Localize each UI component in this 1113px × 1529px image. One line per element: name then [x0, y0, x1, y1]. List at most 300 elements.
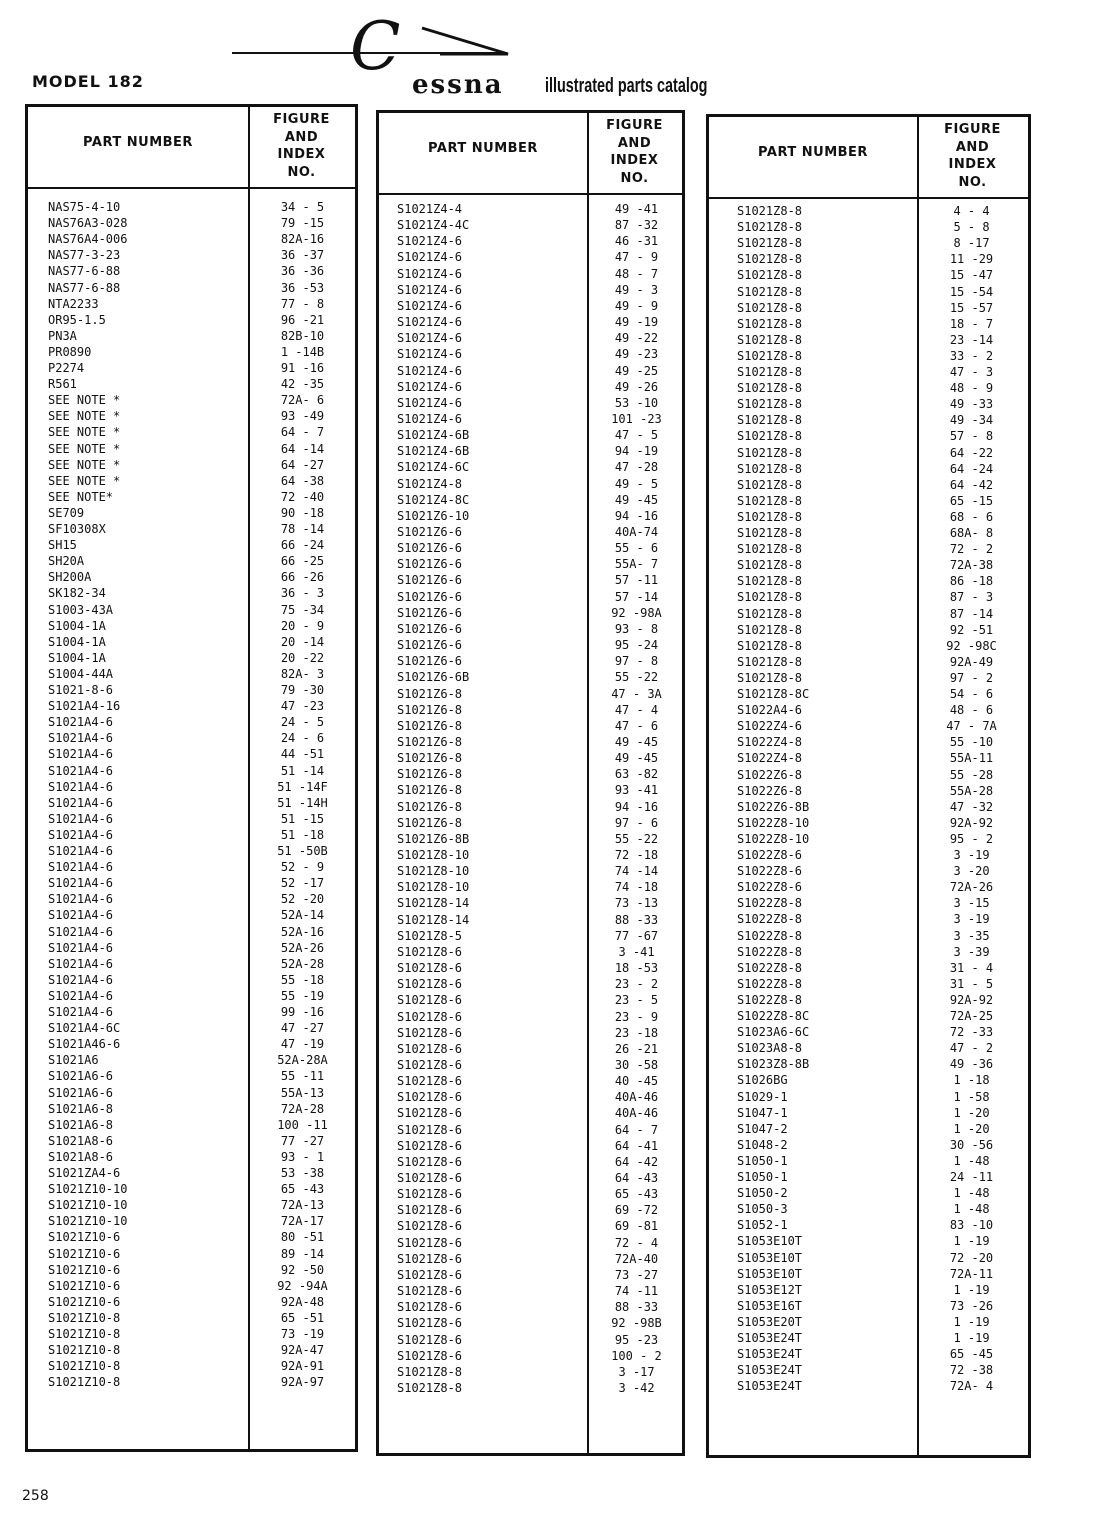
- table-row: [28, 1133, 355, 1149]
- part-number: S1021Z10-8: [48, 1359, 121, 1374]
- figure-index: 46 -31: [614, 234, 659, 249]
- table-row: [28, 650, 355, 666]
- part-number: S1021A4-6: [48, 860, 114, 875]
- part-number: S1021Z8-8: [737, 316, 803, 331]
- table-row: [379, 766, 682, 782]
- figure-index: 64 -42: [949, 477, 994, 492]
- figure-index: 49 -33: [949, 397, 994, 412]
- part-number: S1021Z6-8: [397, 815, 463, 830]
- table-row: [28, 682, 355, 698]
- part-number: S1021Z10-8: [48, 1343, 121, 1358]
- part-number: S1021Z8-8: [737, 204, 803, 218]
- table-row: [379, 589, 682, 605]
- figure-index: 52A-28: [280, 956, 325, 971]
- figure-index: 93 -41: [614, 783, 659, 798]
- figure-index: 52A-26: [280, 940, 325, 955]
- figure-index: 44 -51: [280, 747, 325, 762]
- part-number: S1021Z4-6: [397, 379, 463, 394]
- table-row: [28, 215, 355, 231]
- table-row: [28, 1149, 355, 1165]
- figure-index: 55 -22: [614, 670, 659, 685]
- figure-index: 49 -45: [614, 734, 659, 749]
- part-number: S1021Z8-8: [737, 558, 803, 573]
- part-number: S1053E24T: [737, 1363, 803, 1378]
- figure-index: 94 -16: [614, 799, 659, 814]
- table-row: [709, 525, 1028, 541]
- figure-index: 3 -42: [618, 1380, 655, 1395]
- figure-index: 51 -14F: [277, 779, 328, 794]
- part-number: S1047-1: [737, 1105, 788, 1120]
- part-number: S1021Z8-8: [737, 638, 803, 653]
- part-number: S1021A4-6: [48, 1005, 114, 1019]
- table-row: [709, 654, 1028, 670]
- figure-index: 23 - 9: [614, 1009, 659, 1024]
- logo-wing-icon: [420, 26, 510, 56]
- table-row: [379, 1380, 682, 1396]
- part-number: S1021Z8-6: [397, 1187, 463, 1202]
- figure-index: 92 -98A: [611, 605, 662, 620]
- table-row: [379, 379, 682, 395]
- table-row: [709, 606, 1028, 622]
- table-row: [379, 1057, 682, 1073]
- part-number: S1021ZA4-6: [48, 1166, 121, 1180]
- part-number: S1004-1A: [48, 634, 106, 649]
- table-row: [709, 332, 1028, 348]
- table-row: [379, 1267, 682, 1283]
- table-row: [28, 231, 355, 247]
- figure-index: 3 -17: [618, 1364, 655, 1379]
- part-number: S1029-1: [737, 1089, 788, 1104]
- table-row: [28, 1085, 355, 1101]
- table-row: [28, 553, 355, 569]
- table-row: [28, 199, 355, 215]
- part-number: S1021Z4-6B: [397, 444, 470, 459]
- part-number: S1021Z4-6: [397, 315, 463, 330]
- part-number: S1021Z8-8: [397, 1380, 463, 1395]
- table-row: [28, 795, 355, 811]
- figure-index: 72A-28: [280, 1101, 325, 1116]
- table-row: [379, 476, 682, 492]
- figure-index: 36 -37: [280, 248, 325, 263]
- table-row: [709, 1314, 1028, 1330]
- table-row: [379, 750, 682, 766]
- table-row: [709, 461, 1028, 477]
- part-number: S1021Z6-8B: [397, 831, 470, 846]
- figure-index: 64 - 7: [614, 1122, 659, 1137]
- table-row: [28, 280, 355, 296]
- part-number: SK182-34: [48, 586, 106, 601]
- table-row: [709, 1266, 1028, 1282]
- part-number: S1021Z8-6: [397, 944, 463, 959]
- part-number: S1021Z8-8: [737, 606, 803, 621]
- figure-index: 1 -19: [953, 1282, 990, 1297]
- figure-index: 1 -19: [953, 1234, 990, 1249]
- table-row: [379, 201, 682, 217]
- part-number: S1021A4-6: [48, 844, 114, 858]
- table-row: [709, 412, 1028, 428]
- table-row: [28, 1262, 355, 1278]
- part-number: S1050-1: [737, 1153, 788, 1168]
- part-number: S1021Z6-8: [397, 783, 463, 798]
- table-row: [379, 1138, 682, 1154]
- part-number: S1021Z6-6: [397, 589, 463, 604]
- part-number: S1021Z4-4: [397, 202, 463, 216]
- figure-index: 87 -14: [949, 606, 994, 621]
- part-number: S1021Z6-8: [397, 751, 463, 766]
- part-number: S1021Z8-8: [737, 493, 803, 508]
- table-row: [709, 1185, 1028, 1201]
- figure-index: 57 -11: [614, 573, 659, 588]
- table-row: [28, 263, 355, 279]
- figure-index: 47 -32: [949, 799, 994, 814]
- figure-index: 83 -10: [949, 1218, 994, 1233]
- part-number: S1021Z8-8: [737, 477, 803, 492]
- part-number: S1021Z8-6: [397, 1316, 463, 1331]
- part-number: S1021Z6-6B: [397, 670, 470, 685]
- table-row: [28, 988, 355, 1004]
- table-row: [28, 1117, 355, 1133]
- figure-index: 47 -23: [280, 699, 325, 714]
- table-row: [709, 944, 1028, 960]
- figure-index: 55 - 6: [614, 541, 659, 556]
- part-number: S1026BG: [737, 1073, 788, 1088]
- table-row: [379, 815, 682, 831]
- table-row: [379, 1105, 682, 1121]
- figure-index: 69 -81: [614, 1219, 659, 1234]
- figure-index: 72A-11: [949, 1266, 994, 1281]
- figure-index: 64 -22: [949, 445, 994, 460]
- table-row: [28, 843, 355, 859]
- figure-index: 31 - 5: [949, 976, 994, 991]
- figure-index: 3 -20: [953, 864, 990, 879]
- table-row: [379, 346, 682, 362]
- figure-index: 23 -18: [614, 1025, 659, 1040]
- part-number: S1022Z6-8: [737, 783, 803, 798]
- figure-index: 55A-13: [280, 1085, 325, 1100]
- figure-index: 48 - 9: [949, 381, 994, 396]
- part-number: PR0890: [48, 344, 92, 359]
- table-row: [709, 1217, 1028, 1233]
- figure-index: 52 -17: [280, 876, 325, 891]
- part-number: S1023Z8-8B: [737, 1057, 810, 1072]
- part-number: S1021Z6-6: [397, 654, 463, 669]
- part-number: SEE NOTE *: [48, 393, 121, 408]
- figure-index: 5 - 8: [953, 220, 990, 235]
- table-row: [709, 1089, 1028, 1105]
- figure-index: 47 - 6: [614, 718, 659, 733]
- part-number: SH20A: [48, 554, 85, 569]
- part-number: S1021Z8-6: [397, 1074, 463, 1089]
- table-row: [379, 686, 682, 702]
- table-row: [28, 505, 355, 521]
- part-number: S1021Z4-6B: [397, 428, 470, 443]
- table-row: [379, 960, 682, 976]
- table-row: [379, 1154, 682, 1170]
- table-row: [709, 750, 1028, 766]
- table-row: [379, 443, 682, 459]
- figure-index: 3 -19: [953, 848, 990, 862]
- part-number: S1021Z8-6: [397, 1203, 463, 1218]
- part-number: S1021Z8-8: [737, 284, 803, 299]
- table-row: [28, 746, 355, 762]
- part-number: S1022Z8-8C: [737, 1009, 810, 1023]
- figure-index: 47 - 3: [949, 365, 994, 379]
- figure-index: 24 - 6: [280, 731, 325, 746]
- figure-index: 40A-46: [614, 1090, 659, 1105]
- figure-index: 20 -22: [280, 650, 325, 665]
- part-number: S1021Z4-6: [397, 250, 463, 265]
- part-number: S1021Z6-10: [397, 508, 470, 523]
- figure-index: 4 - 4: [953, 204, 990, 218]
- table-row: [28, 811, 355, 827]
- part-number: S1021Z8-6: [397, 1300, 463, 1315]
- table-row: [28, 1374, 355, 1390]
- part-number: S1021Z8-6: [397, 1284, 463, 1299]
- figure-index: 15 -47: [949, 268, 994, 283]
- part-number: S1021Z4-6: [397, 411, 463, 426]
- figure-index: 65 -43: [280, 1182, 325, 1197]
- figure-index: 53 -10: [614, 395, 659, 410]
- table-row: [28, 312, 355, 328]
- table-row: [28, 537, 355, 553]
- table-row: [709, 767, 1028, 783]
- figure-index: 30 -56: [949, 1137, 994, 1152]
- figure-index: 73 -19: [280, 1327, 325, 1341]
- table-row: [379, 1348, 682, 1364]
- part-number: NAS76A4-006: [48, 232, 128, 247]
- table-row: [709, 928, 1028, 944]
- figure-index: 92A-48: [280, 1294, 325, 1309]
- figure-index: 72A- 4: [949, 1379, 994, 1394]
- part-number: S1021Z4-6: [397, 298, 463, 313]
- figure-index: 47 - 5: [614, 428, 659, 443]
- part-number: S1021Z8-6: [397, 1348, 463, 1363]
- part-number: S1021Z10-10: [48, 1198, 128, 1213]
- table-row: [709, 348, 1028, 364]
- figure-index: 92A-91: [280, 1359, 325, 1374]
- figure-index: 52 - 9: [280, 860, 325, 875]
- table-row: [28, 247, 355, 263]
- figure-index: 100 -11: [277, 1117, 328, 1132]
- table-row: [709, 1121, 1028, 1137]
- table-row: [709, 589, 1028, 605]
- figure-index: 48 - 6: [949, 703, 994, 718]
- part-number: S1021Z10-8: [48, 1375, 121, 1390]
- figure-index: 20 -14: [280, 634, 325, 649]
- parts-table-3: [706, 114, 1031, 1458]
- part-number: S1022Z8-8: [737, 896, 803, 911]
- figure-index: 47 - 7A: [946, 719, 997, 734]
- part-number: S1021A4-6C: [48, 1021, 121, 1036]
- table-row: [379, 1122, 682, 1138]
- figure-index: 47 - 3A: [611, 686, 662, 701]
- part-number: S1021A4-6: [48, 892, 114, 907]
- figure-index: 72 - 4: [614, 1235, 659, 1250]
- part-number: S1022Z8-8: [737, 912, 803, 927]
- table-row: [28, 408, 355, 424]
- figure-index: 40A-74: [614, 525, 659, 539]
- figure-index: 82A-16: [280, 232, 325, 247]
- table-row: [379, 298, 682, 314]
- figure-index: 1 -20: [953, 1105, 990, 1120]
- part-number: S1021A4-6: [48, 940, 114, 955]
- part-number: S1021Z8-5: [397, 928, 463, 943]
- figure-index: 75 -34: [280, 602, 325, 617]
- table-row: [709, 831, 1028, 847]
- table-row: [709, 219, 1028, 235]
- table-row: [379, 847, 682, 863]
- figure-index: 65 -43: [614, 1187, 659, 1202]
- table-row: [379, 944, 682, 960]
- table-row: [709, 396, 1028, 412]
- part-number: S1023A6-6C: [737, 1025, 810, 1040]
- page-number: 258: [22, 1488, 49, 1504]
- figure-index-heading: FIGURE AND INDEX NO.: [944, 122, 1001, 190]
- part-number: S1021Z8-8: [737, 413, 803, 428]
- figure-index: 3 -19: [953, 912, 990, 927]
- part-number: S1021Z8-6: [397, 1090, 463, 1105]
- part-number: S1021A6: [48, 1053, 99, 1068]
- part-number: S1021Z8-8C: [737, 687, 810, 701]
- figure-index: 36 -36: [280, 264, 325, 279]
- part-number: S1021A4-6: [48, 747, 114, 762]
- figure-index: 65 -45: [949, 1347, 994, 1362]
- figure-index: 93 - 8: [614, 621, 659, 636]
- figure-index: 64 -27: [280, 457, 325, 472]
- figure-index: 79 -15: [280, 216, 325, 231]
- table-row: [709, 267, 1028, 283]
- part-number: P2274: [48, 361, 85, 375]
- part-number: S1021A4-6: [48, 795, 114, 810]
- table-row: [28, 1068, 355, 1084]
- figure-index: 51 -14H: [277, 795, 328, 810]
- figure-index: 15 -54: [949, 284, 994, 299]
- part-number: S1022A4-6: [737, 703, 803, 718]
- figure-index: 47 -27: [280, 1021, 325, 1036]
- part-number: S1047-2: [737, 1121, 788, 1136]
- part-number: S1022Z4-8: [737, 751, 803, 766]
- part-number: NAS77-3-23: [48, 248, 121, 263]
- table-row: [379, 508, 682, 524]
- part-number: S1021Z8-10: [397, 880, 470, 895]
- figure-index: 74 -14: [614, 864, 659, 879]
- figure-index: 94 -16: [614, 508, 659, 523]
- table-row: [28, 827, 355, 843]
- figure-index: 72A- 6: [280, 393, 325, 408]
- table-row: [709, 815, 1028, 831]
- figure-index: 63 -82: [614, 767, 659, 782]
- table-row: [709, 911, 1028, 927]
- part-number: NTA2233: [48, 296, 99, 311]
- part-number: S1053E20T: [737, 1314, 803, 1329]
- part-number: S1021Z8-6: [397, 1332, 463, 1347]
- table-row: [379, 266, 682, 282]
- part-number: S1023A8-8: [737, 1041, 803, 1056]
- part-number: S1021Z4-6: [397, 363, 463, 378]
- table-row: [28, 376, 355, 392]
- table-row: [709, 992, 1028, 1008]
- table-row: [28, 1020, 355, 1036]
- part-number: NAS77-6-88: [48, 264, 121, 279]
- figure-index: 47 - 2: [949, 1041, 994, 1056]
- part-number: SF10308X: [48, 522, 106, 536]
- part-number: S1021Z8-8: [737, 332, 803, 347]
- figure-index: 92A-47: [280, 1343, 325, 1358]
- part-number: S1021Z8-8: [737, 300, 803, 315]
- table-row: [709, 300, 1028, 316]
- part-number: S1004-44A: [48, 666, 114, 681]
- figure-index: 26 -21: [614, 1041, 659, 1056]
- figure-index: 51 -50B: [277, 844, 328, 858]
- part-number: S1053E10T: [737, 1266, 803, 1281]
- figure-index: 15 -57: [949, 300, 994, 315]
- table-row: [28, 569, 355, 585]
- table-header: [379, 113, 682, 195]
- table-row: [28, 940, 355, 956]
- table-row: [28, 763, 355, 779]
- table-row: [379, 718, 682, 734]
- part-number: S1021Z6-6: [397, 525, 463, 539]
- figure-index: 95 - 2: [949, 831, 994, 846]
- figure-index: 20 - 9: [280, 618, 325, 633]
- part-number: S1048-2: [737, 1137, 788, 1152]
- part-number: S1021Z8-8: [737, 461, 803, 476]
- part-number: S1021Z10-6: [48, 1246, 121, 1261]
- part-number: S1021Z8-8: [737, 268, 803, 283]
- figure-index: 18 - 7: [949, 316, 994, 331]
- part-number: S1021Z8-8: [737, 429, 803, 444]
- figure-index: 65 -51: [280, 1310, 325, 1325]
- part-number: S1053E24T: [737, 1331, 803, 1345]
- figure-index: 72A-13: [280, 1198, 325, 1213]
- table-row: [709, 783, 1028, 799]
- table-row: [709, 316, 1028, 332]
- table-row: [709, 557, 1028, 573]
- table-row: [379, 524, 682, 540]
- table-row: [28, 1326, 355, 1342]
- figure-index: 97 - 8: [614, 654, 659, 669]
- part-number: S1021Z4-6: [397, 347, 463, 362]
- table-row: [709, 799, 1028, 815]
- figure-index: 72 - 2: [949, 542, 994, 557]
- part-number: S1021Z8-6: [397, 1267, 463, 1282]
- figure-index: 88 -33: [614, 1300, 659, 1315]
- part-number: S1021Z4-8: [397, 476, 463, 491]
- table-row: [709, 847, 1028, 863]
- part-number: S1021A6-8: [48, 1101, 114, 1116]
- figure-index: 79 -30: [280, 683, 325, 697]
- part-number: SH200A: [48, 570, 92, 585]
- part-number: S1021Z8-6: [397, 1122, 463, 1137]
- figure-index: 72A-26: [949, 880, 994, 895]
- table-row: [709, 686, 1028, 702]
- part-number-heading: PART NUMBER: [758, 145, 868, 160]
- part-number: S1022Z6-8B: [737, 799, 810, 814]
- part-number: S1021Z8-6: [397, 1009, 463, 1024]
- figure-index: 23 - 2: [614, 977, 659, 992]
- table-row: [379, 556, 682, 572]
- figure-index: 11 -29: [949, 252, 994, 267]
- catalog-subtitle: illustrated parts catalog: [545, 75, 708, 97]
- table-row: [709, 235, 1028, 251]
- table-row: [28, 875, 355, 891]
- table-row: [379, 249, 682, 265]
- table-row: [709, 1362, 1028, 1378]
- figure-index: 90 -18: [280, 505, 325, 520]
- table-row: [28, 779, 355, 795]
- table-row: [379, 863, 682, 879]
- table-row: [28, 424, 355, 440]
